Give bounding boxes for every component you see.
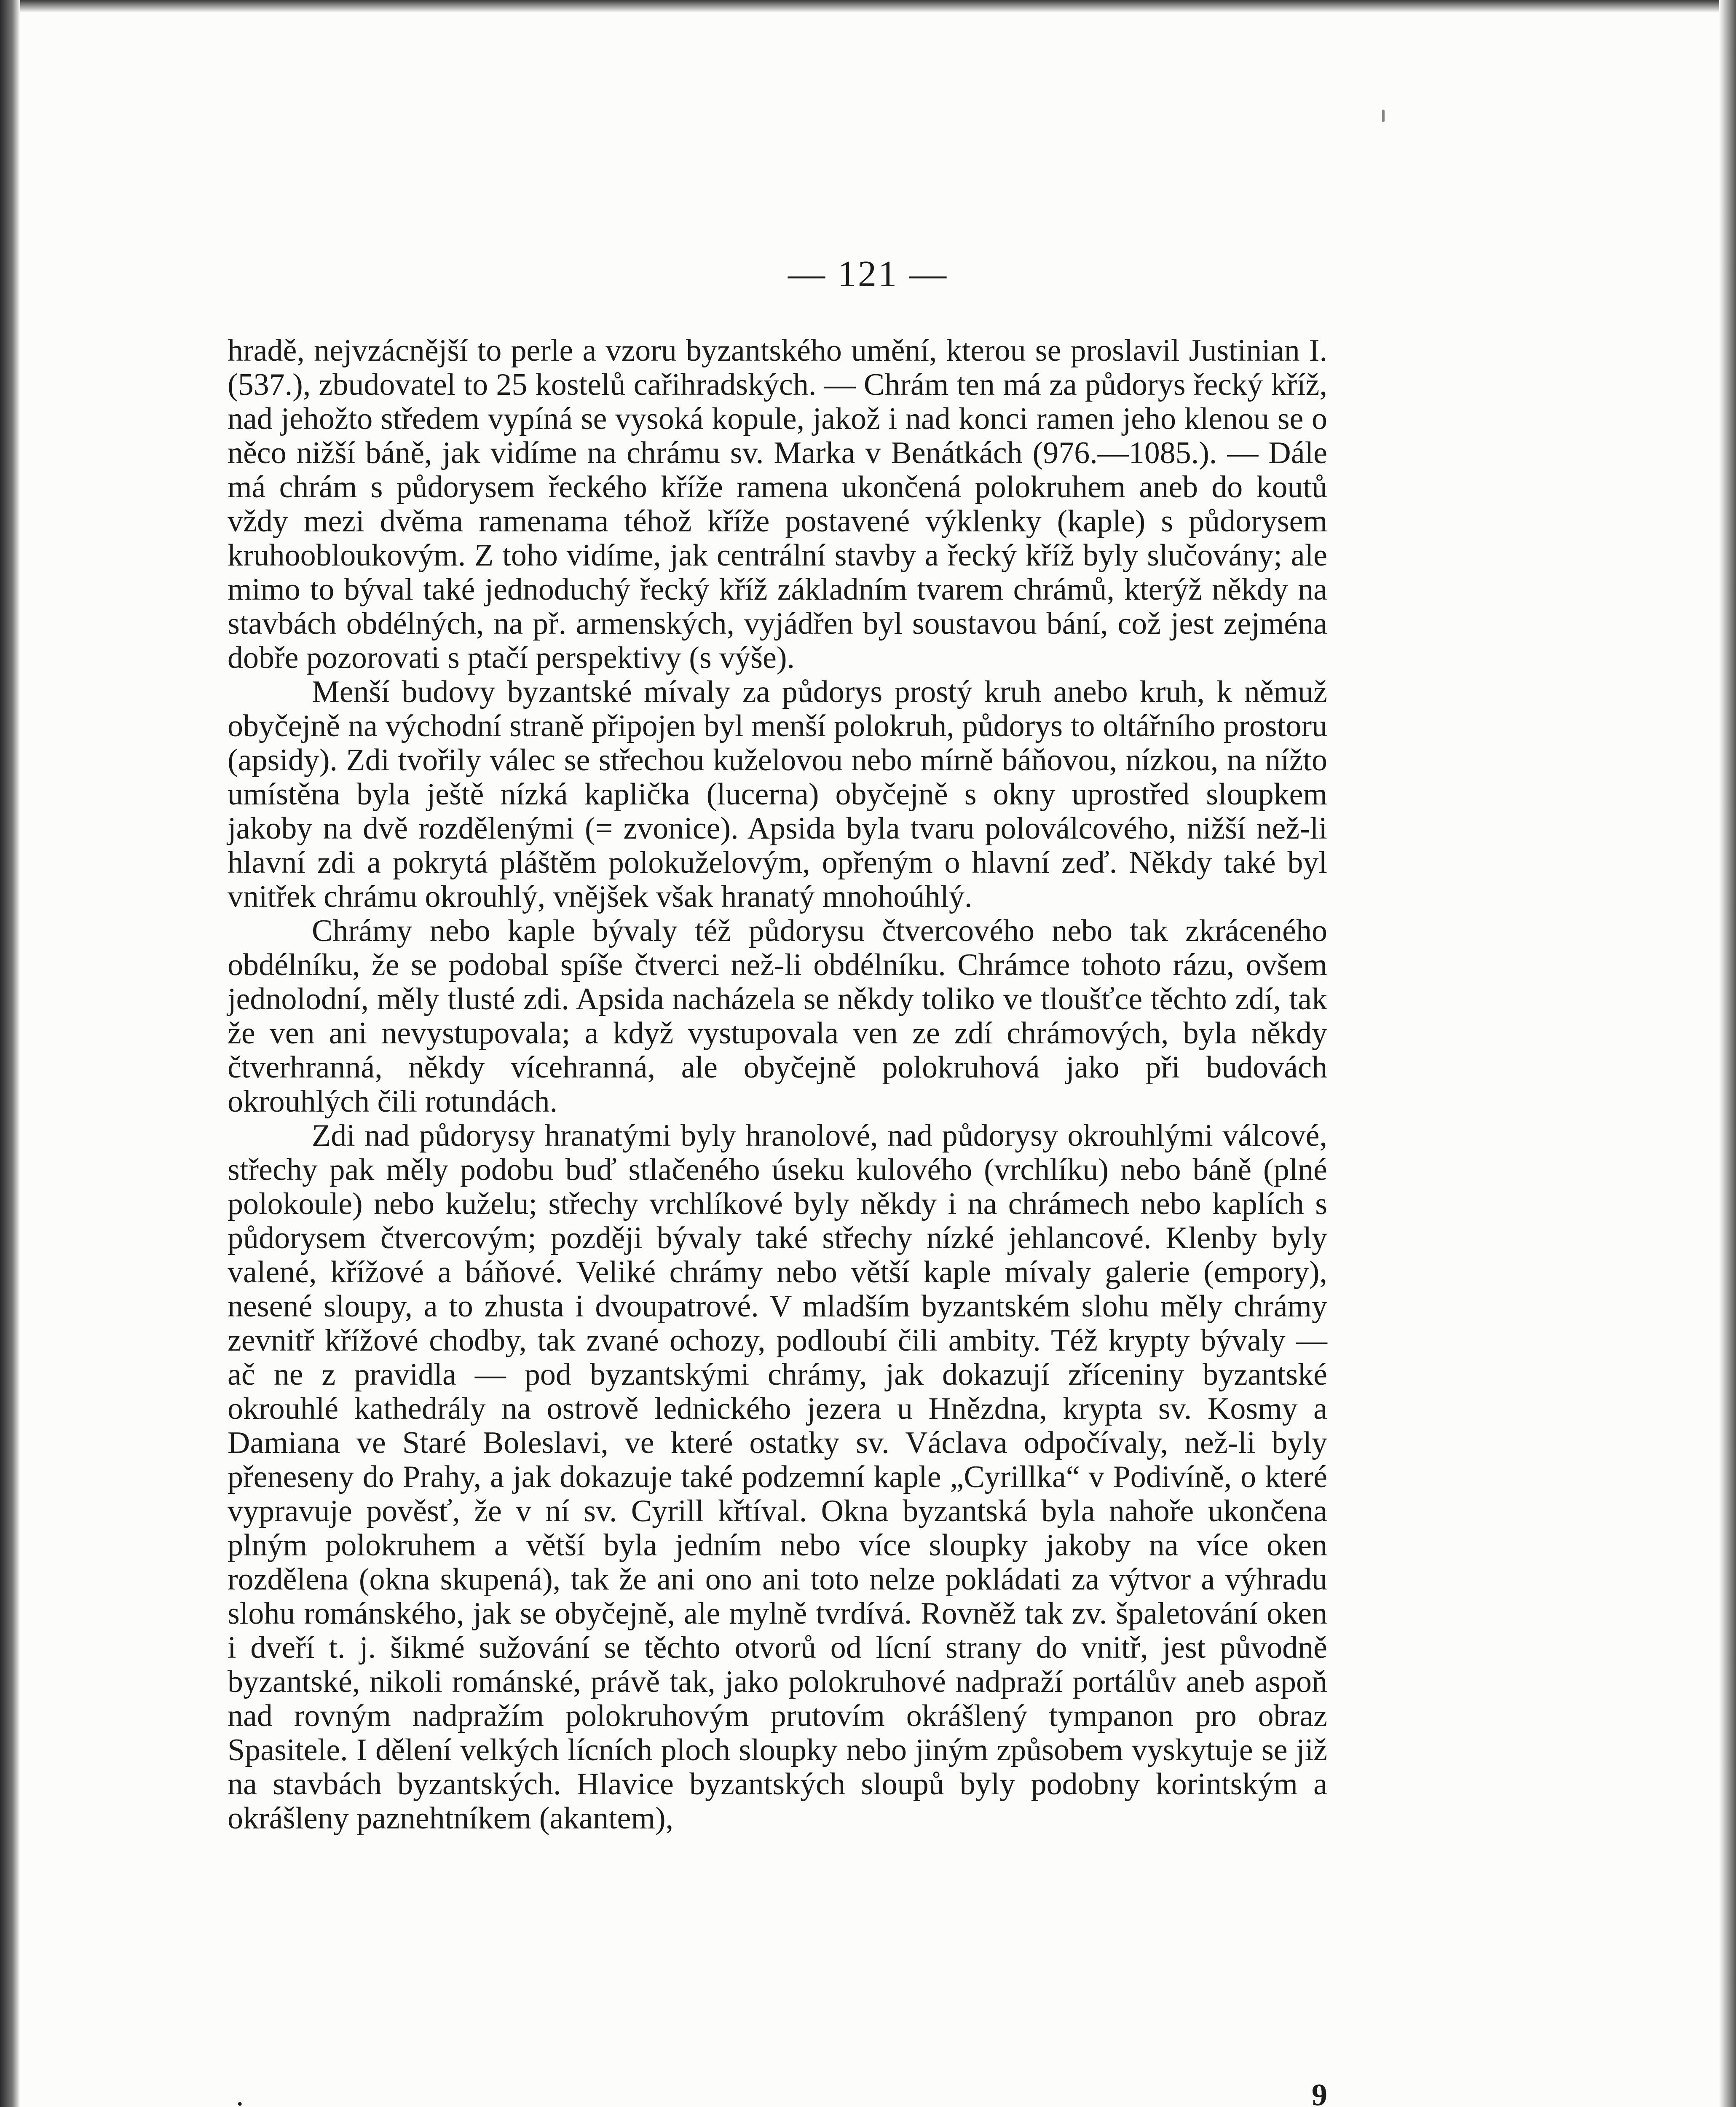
- paragraph: Zdi nad půdorysy hranatými byly hranolové, nad půdorysy okrouhlými válcové, střechy pak měly podobu buď stlačeného úseku kulového (vrchlíku) nebo báně (plné polokoule) nebo kuželu; střechy vrchlíkové byly někdy i na chrámech nebo kaplích s půdorysem čtvercovým; později bývaly také střechy nízké jehlancové. Klenby byly valené, křížové a báňové. Veliké chrámy nebo větší kaple mívaly galerie (empory), nesené sloupy, a to zhusta i dvoupatrové. V mladším byzantském slohu měly chrámy zevnitř křížové chodby, tak zvané ochozy, podloubí čili ambity. Též krypty bývaly — ač ne z pravidla — pod byzantskými chrámy, jak dokazují zříceniny byzantské okrouhlé kathedrály na ostrově lednického jezera u Hnězdna, krypta sv. Kosmy a Damiana ve Staré Boleslavi, ve které ostatky sv. Václava odpočívaly, než-li byly přeneseny do Prahy, a jak dokazuje také podzemní kaple „Cyrillka“ v Podivíně, o které vypravuje pověsť, že v ní sv. Cyrill křtíval. Okna byzantská byla nahoře ukončena plným polokruhem a větší byla jedním nebo více sloupky jakoby na více oken rozdělena (okna skupená), tak že ani ono ani toto nelze pokládati za výtvor a výhradu slohu románského, jak se obyčejně, ale mylně tvrdívá. Rovněž tak zv. špaletování oken i dveří t. j. šikmé sužování se těchto otvorů od lícní strany do vnitř, jest původně byzantské, nikoli románské, právě tak, jako polokruhové nadpraží portálův aneb aspoň nad rovným nadpražím polokruhovým prutovím okrášlený tympanon pro obraz Spasitele. I dělení velkých lícních ploch sloupky nebo jiným způsobem vyskytuje se již na stavbách byzantských. Hlavice byzantských sloupů byly podobny korintským a okrášleny paznehtníkem (akantem),: [228, 1118, 1327, 1836]
- paragraph: Chrámy nebo kaple bývaly též půdorysu čtvercového nebo tak zkráceného obdélníku, že se podobal spíše čtverci než-li obdélníku. Chrámce tohoto rázu, ovšem jednolodní, měly tlusté zdi. Apsida nacházela se někdy toliko ve tloušťce těchto zdí, tak že ven ani nevystupovala; a když vystupovala ven ze zdí chrámových, byla někdy čtverhranná, někdy vícehranná, ale obyčejně polokruhová jako při budovách okrouhlých čili rotundách.: [228, 914, 1327, 1119]
- scan-mark: [1382, 110, 1385, 122]
- scan-edge-right: [1719, 0, 1736, 2107]
- paragraph: hradě, nejvzácnější to perle a vzoru byzantského umění, kterou se proslavil Justinian I. (537.), zbudovatel to 25 kostelů cařihradských. — Chrám ten má za půdorys řecký kříž, nad jehožto středem vypíná se vysoká kopule, jakož i nad konci ramen jeho klenou se o něco nižší báně, jak vidíme na chrámu sv. Marka v Benátkách (976.—1085.). — Dále má chrám s půdorysem řeckého kříže ramena ukončená polokruhem aneb do koutů vždy mezi dvěma ramenama téhož kříže postavené výklenky (kaple) s půdorysem kruhoobloukovým. Z toho vidíme, jak centrální stavby a řecký kříž byly slučovány; ale mimo to býval také jednoduchý řecký kříž základním tvarem chrámů, kterýž někdy na stavbách obdélných, na př. armenských, vyjádřen byl soustavou bání, což jest zejména dobře pozorovati s ptačí perspektivy (s výše).: [228, 333, 1327, 675]
- footer-dot: .: [236, 2078, 244, 2107]
- signature-mark: 9: [1312, 2078, 1327, 2107]
- page-footer: [228, 2078, 1327, 2107]
- paragraph: Menší budovy byzantské mívaly za půdorys prostý kruh anebo kruh, k němuž obyčejně na východní straně připojen byl menší polokruh, půdorys to oltářního prostoru (apsidy). Zdi tvořily válec se střechou kuželovou nebo mírně báňovou, nízkou, na nížto umístěna byla ještě nízká kaplička (lucerna) obyčejně s okny uprostřed sloupkem jakoby na dvě rozdělenými (= zvonice). Apsida byla tvaru poloválcového, nižší než-li hlavní zdi a pokrytá pláštěm polokuželovým, opřeným o hlavní zeď. Někdy také byl vnitřek chrámu okrouhlý, vnějšek však hranatý mnohoúhlý.: [228, 675, 1327, 914]
- page-number: — 121 —: [788, 254, 948, 295]
- scan-edge-top: [0, 0, 1736, 13]
- scan-edge-left: [0, 0, 20, 2107]
- body-text: [228, 334, 1327, 1836]
